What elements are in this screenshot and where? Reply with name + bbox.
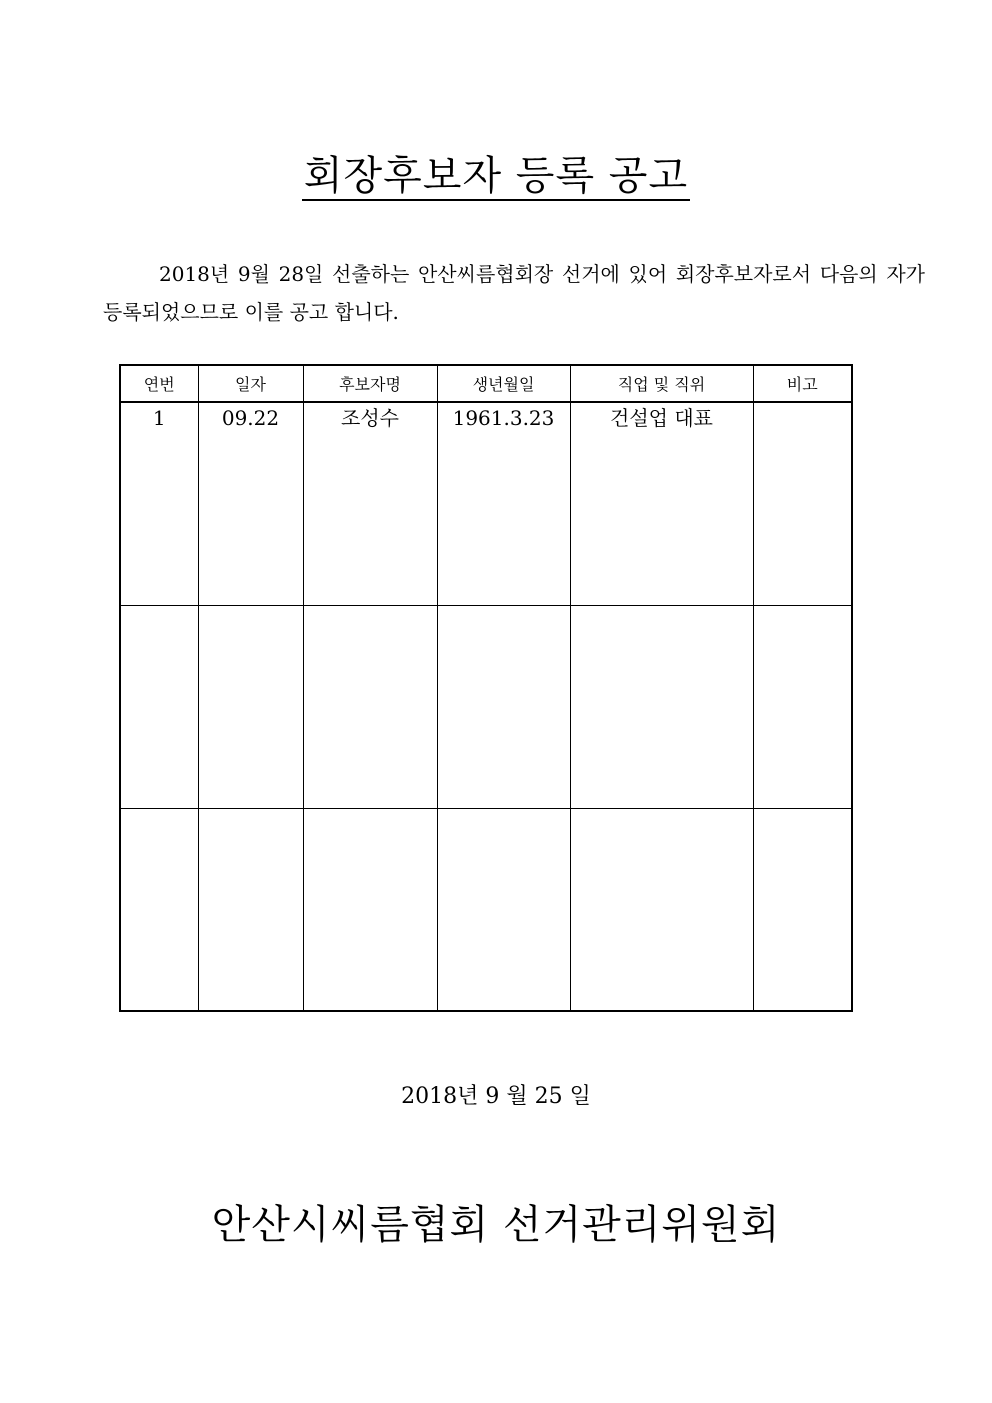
header-serial-no: 연번	[120, 365, 198, 402]
cell-remarks	[753, 605, 852, 808]
cell-date: 09.22	[198, 402, 303, 605]
header-date: 일자	[198, 365, 303, 402]
header-birth-date: 생년월일	[437, 365, 570, 402]
cell-serial-no: 1	[120, 402, 198, 605]
cell-remarks	[753, 402, 852, 605]
header-remarks: 비고	[753, 365, 852, 402]
document-title-text: 회장후보자 등록 공고	[303, 153, 689, 199]
cell-candidate-name	[303, 605, 437, 808]
document-title	[0, 150, 992, 202]
header-occupation: 직업 및 직위	[570, 365, 753, 402]
cell-candidate-name: 조성수	[303, 402, 437, 605]
cell-date	[198, 605, 303, 808]
cell-occupation	[570, 808, 753, 1011]
cell-birth-date	[437, 808, 570, 1011]
table-row	[120, 808, 852, 1011]
notice-date: 2018년 9 월 25 일	[401, 1084, 591, 1109]
intro-paragraph	[103, 255, 925, 331]
cell-occupation: 건설업 대표	[570, 402, 753, 605]
candidate-table	[119, 364, 853, 1012]
header-candidate-name: 후보자명	[303, 365, 437, 402]
cell-serial-no	[120, 808, 198, 1011]
cell-date	[198, 808, 303, 1011]
issuer-name: 안산시씨름협회 선거관리위원회	[211, 1202, 781, 1248]
cell-birth-date: 1961.3.23	[437, 402, 570, 605]
cell-remarks	[753, 808, 852, 1011]
table-header-row	[120, 365, 852, 402]
cell-occupation	[570, 605, 753, 808]
table-row	[120, 605, 852, 808]
cell-birth-date	[437, 605, 570, 808]
table-row	[120, 402, 852, 605]
cell-serial-no	[120, 605, 198, 808]
cell-candidate-name	[303, 808, 437, 1011]
intro-text: 2018년 9월 28일 선출하는 안산씨름협회장 선거에 있어 회장후보자로서 다음의 자가 등록되었으므로 이를 공고 합니다.	[103, 262, 925, 324]
